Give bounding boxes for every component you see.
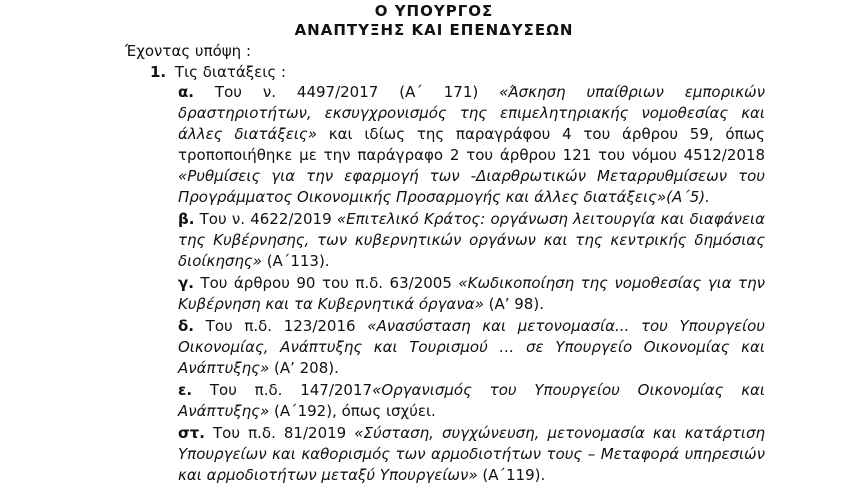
item-text: Τις διατάξεις : bbox=[174, 63, 286, 81]
provision-label: β. bbox=[178, 210, 195, 228]
provision-f bbox=[178, 423, 765, 486]
provision-text: Του π.δ. 123/2016 bbox=[194, 317, 368, 335]
provision-text: και ιδίως της παραγράφου 4 του άρθρου 59, όπως τροποποιήθηκε με την παράγραφο 2 του άρθρου 121 του νόμου 4512/2018 bbox=[178, 125, 765, 164]
provision-text: (Α’ 98). bbox=[483, 295, 544, 313]
provision-text: (Α’ 208). bbox=[269, 359, 339, 377]
law-title: «Οργανισμός του Υπουργείου Οικονομίας και Ανάπτυξης» bbox=[178, 381, 765, 420]
provision-label: δ. bbox=[178, 317, 195, 335]
provision-d bbox=[178, 316, 765, 379]
intro-text: Έχοντας υπόψη : bbox=[125, 42, 252, 60]
law-title: «Επιτελικό Κράτος: οργάνωση λειτουργία και διαφάνεια της Κυβέρνησης, των κυβερνητικών οργάνων και της κεντρικής δημόσιας διοίκησης» bbox=[178, 210, 766, 270]
provision-c bbox=[178, 273, 765, 315]
law-title: «Ρυθμίσεις για την εφαρμογή των -Διαρθρωτικών Μεταρρυθμίσεων του Προγράμματος Οικονομικής Προσαρμογής και άλλες διατάξεις»(Α΄5). bbox=[178, 167, 765, 206]
provision-e bbox=[178, 380, 765, 422]
provision-a bbox=[178, 82, 765, 208]
provision-text: Του π.δ. 81/2019 bbox=[204, 424, 355, 442]
law-title: «Κωδικοποίηση της νομοθεσίας για την Κυβέρνηση και τα Κυβερνητικά όργανα» bbox=[178, 274, 765, 313]
ministry-name: ΑΝΑΠΤΥΞΗΣ ΚΑΙ ΕΠΕΝΔΥΣΕΩΝ bbox=[294, 21, 574, 39]
provision-label: στ. bbox=[178, 424, 205, 442]
provision-label: α. bbox=[178, 83, 195, 101]
provision-text: (Α΄192), όπως ισχύει. bbox=[269, 402, 436, 420]
provision-text: Του άρθρου 90 του π.δ. 63/2005 bbox=[193, 274, 459, 292]
provision-text: Του ν. 4497/2017 (Α΄ 171) bbox=[194, 83, 500, 101]
minister-title: Ο ΥΠΟΥΡΓΟΣ bbox=[374, 2, 494, 20]
law-title: «Άσκηση υπαίθριων εμπορικών δραστηριοτήτων, εκσυγχρονισμός της επιμελητηριακής νομοθεσίας και άλλες διατάξεις» bbox=[178, 83, 765, 143]
provision-text: Του π.δ. 147/2017 bbox=[192, 381, 373, 399]
law-title: «Σύσταση, συγχώνευση, μετονομασία και κατάρτιση Υπουργείων και καθορισμός των αρμοδιοτήτων τους – Μεταφορά υπηρεσιών και αρμοδιοτήτων μεταξύ Υπουργείων» bbox=[178, 424, 765, 484]
provision-label: ε. bbox=[178, 381, 193, 399]
provision-b bbox=[178, 209, 765, 272]
list-item-1 bbox=[150, 62, 286, 83]
law-title: «Ανασύσταση και μετονομασία... του Υπουργείου Οικονομίας, Ανάπτυξης και Τουρισμού … σε Υπουργείο Οικονομίας και Ανάπτυξης» bbox=[178, 317, 765, 377]
provision-text: (Α΄119). bbox=[477, 466, 546, 484]
provision-text: Του ν. 4622/2019 bbox=[194, 210, 337, 228]
provisions-list bbox=[178, 82, 765, 487]
provision-label: γ. bbox=[178, 274, 194, 292]
provision-text: (Α΄113). bbox=[261, 252, 330, 270]
item-number: 1. bbox=[150, 63, 167, 81]
